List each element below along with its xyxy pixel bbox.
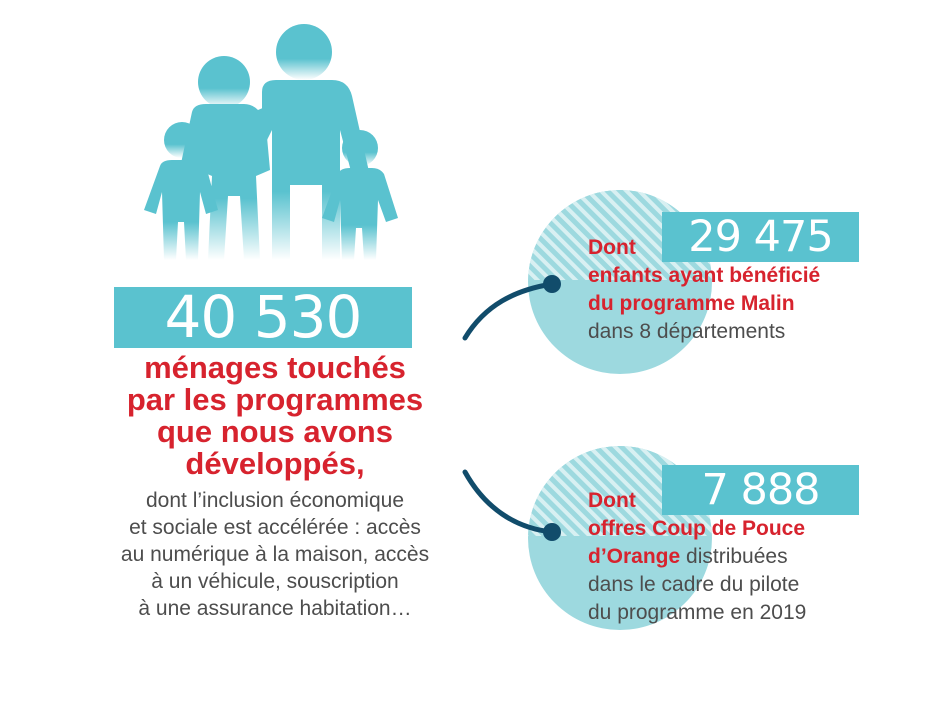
stat-detail-line: dans 8 départements	[588, 320, 786, 343]
headline-line: développés,	[185, 446, 365, 481]
stat-highlight-line: du programme Malin	[588, 292, 795, 315]
detail-line: dont l’inclusion économique	[146, 489, 404, 512]
stat-detail-line: du programme en 2019	[588, 601, 807, 624]
main-number-badge: 40 530	[114, 287, 412, 348]
stat-dont-label: Dont	[588, 489, 636, 512]
stat-detail-line: dans le cadre du pilote	[588, 573, 800, 596]
stat-kids-text	[588, 234, 820, 346]
family-icon	[144, 24, 398, 260]
stat-offer-text	[588, 487, 806, 627]
detail-line: à un véhicule, souscription	[151, 570, 399, 593]
detail-line: et sociale est accélérée : accès	[129, 516, 421, 539]
offer-number-badge: 7 888	[662, 465, 859, 515]
main-headline	[40, 352, 510, 480]
headline-line: ménages touchés	[144, 350, 406, 385]
stat-detail-inline: distribuées	[680, 545, 788, 568]
headline-line: que nous avons	[157, 414, 393, 449]
detail-line: au numérique à la maison, accès	[120, 543, 430, 566]
kids-number-badge: 29 475	[662, 212, 859, 262]
stat-mixed-line	[588, 543, 806, 571]
headline-line: par les programmes	[126, 382, 424, 417]
stat-highlight-line: d’Orange	[588, 545, 681, 568]
stat-dont-label: Dont	[588, 236, 636, 259]
main-detail-text	[40, 487, 510, 622]
stat-highlight-line: enfants ayant bénéficié	[588, 264, 821, 287]
stat-highlight-line: offres Coup de Pouce	[588, 517, 806, 540]
detail-line: à une assurance habitation…	[138, 597, 412, 620]
